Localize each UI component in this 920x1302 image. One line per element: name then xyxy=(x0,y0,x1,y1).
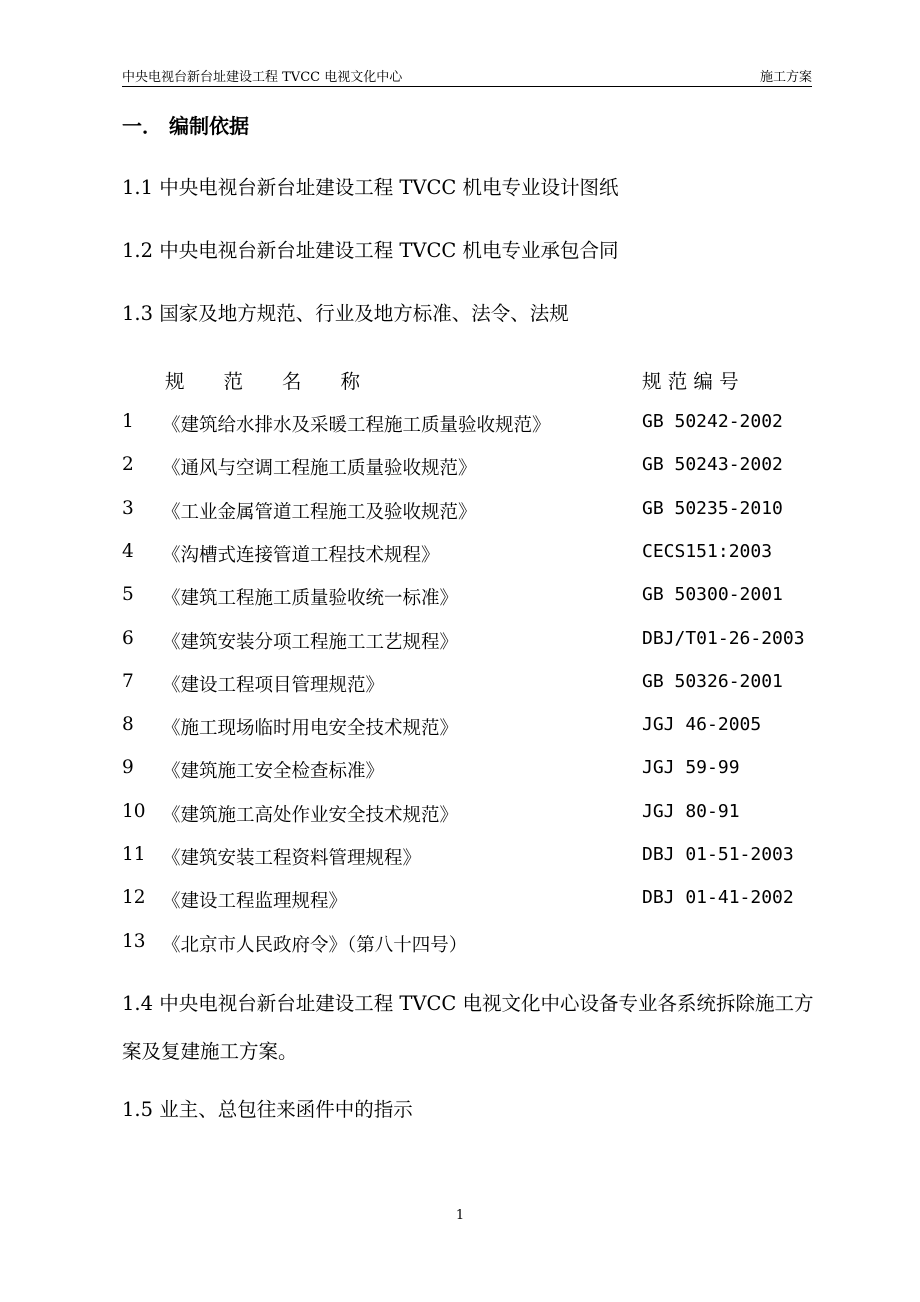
row-number: 13 xyxy=(122,931,146,952)
standard-code: CECS151:2003 xyxy=(642,541,773,562)
table-row xyxy=(122,498,822,524)
standard-code: GB 50243-2002 xyxy=(642,454,783,475)
row-number: 12 xyxy=(122,887,146,908)
row-number: 6 xyxy=(122,628,134,649)
standard-name: 《施工现场临时用电安全技术规范》 xyxy=(162,718,459,739)
standard-code: DBJ 01-51-2003 xyxy=(642,844,794,865)
standard-name: 《建设工程监理规程》 xyxy=(162,891,348,912)
row-number: 7 xyxy=(122,671,134,692)
table-row xyxy=(122,671,822,697)
standard-name: 《建筑安装工程资料管理规程》 xyxy=(162,848,422,869)
row-number: 8 xyxy=(122,714,134,735)
table-row xyxy=(122,887,822,913)
header-project-title: 中央电视台新台址建设工程 TVCC 电视文化中心 xyxy=(122,70,403,85)
table-header-name: 规 范 名 称 xyxy=(165,370,361,393)
header-document-type: 施工方案 xyxy=(759,70,812,85)
standard-name: 《沟槽式连接管道工程技术规程》 xyxy=(162,545,440,566)
standard-name: 《工业金属管道工程施工及验收规范》 xyxy=(162,502,477,523)
standard-code: GB 50300-2001 xyxy=(642,584,783,605)
section-1-2: 1.2 中央电视台新台址建设工程 TVCC 机电专业承包合同 xyxy=(122,239,619,262)
standard-name: 《建筑施工安全检查标准》 xyxy=(162,761,385,782)
row-number: 4 xyxy=(122,541,134,562)
section-1-5: 1.5 业主、总包往来函件中的指示 xyxy=(122,1098,413,1121)
standard-name: 《北京市人民政府令》（第八十四号） xyxy=(162,935,468,956)
table-row xyxy=(122,541,822,567)
row-number: 1 xyxy=(122,411,134,432)
standard-code: JGJ 80-91 xyxy=(642,801,740,822)
page-number: 1 xyxy=(455,1208,465,1223)
row-number: 3 xyxy=(122,498,134,519)
standard-code: JGJ 46-2005 xyxy=(642,714,762,735)
standard-code: GB 50235-2010 xyxy=(642,498,783,519)
section-1-3: 1.3 国家及地方规范、行业及地方标准、法令、法规 xyxy=(122,302,569,325)
table-row xyxy=(122,411,822,437)
table-row xyxy=(122,801,822,827)
table-row xyxy=(122,628,822,654)
standard-code: DBJ/T01-26-2003 xyxy=(642,628,805,649)
section-heading: 一． 编制依据 xyxy=(122,114,249,138)
standard-name: 《建筑安装分项工程施工工艺规程》 xyxy=(162,632,459,653)
section-1-4: 1.4 中央电视台新台址建设工程 TVCC 电视文化中心设备专业各系统拆除施工方案及复建施工方案。 xyxy=(122,992,814,1063)
standard-code: DBJ 01-41-2002 xyxy=(642,887,794,908)
table-row xyxy=(122,584,822,610)
standard-name: 《建筑施工高处作业安全技术规范》 xyxy=(162,805,459,826)
standard-name: 《建筑工程施工质量验收统一标准》 xyxy=(162,588,459,609)
table-row xyxy=(122,844,822,870)
row-number: 10 xyxy=(122,801,146,822)
table-row xyxy=(122,454,822,480)
section-1-1: 1.1 中央电视台新台址建设工程 TVCC 机电专业设计图纸 xyxy=(122,176,619,199)
table-header-code: 规 范 编 号 xyxy=(642,370,739,393)
standard-code: GB 50326-2001 xyxy=(642,671,783,692)
standard-name: 《建筑给水排水及采暖工程施工质量验收规范》 xyxy=(162,415,551,436)
row-number: 5 xyxy=(122,584,134,605)
standard-name: 《通风与空调工程施工质量验收规范》 xyxy=(162,458,477,479)
row-number: 9 xyxy=(122,757,134,778)
table-row xyxy=(122,714,822,740)
row-number: 11 xyxy=(122,844,146,865)
table-row xyxy=(122,757,822,783)
table-row xyxy=(122,931,822,957)
standard-code: JGJ 59-99 xyxy=(642,757,740,778)
row-number: 2 xyxy=(122,454,134,475)
standard-name: 《建设工程项目管理规范》 xyxy=(162,675,385,696)
page-header xyxy=(122,64,812,87)
standard-code: GB 50242-2002 xyxy=(642,411,783,432)
